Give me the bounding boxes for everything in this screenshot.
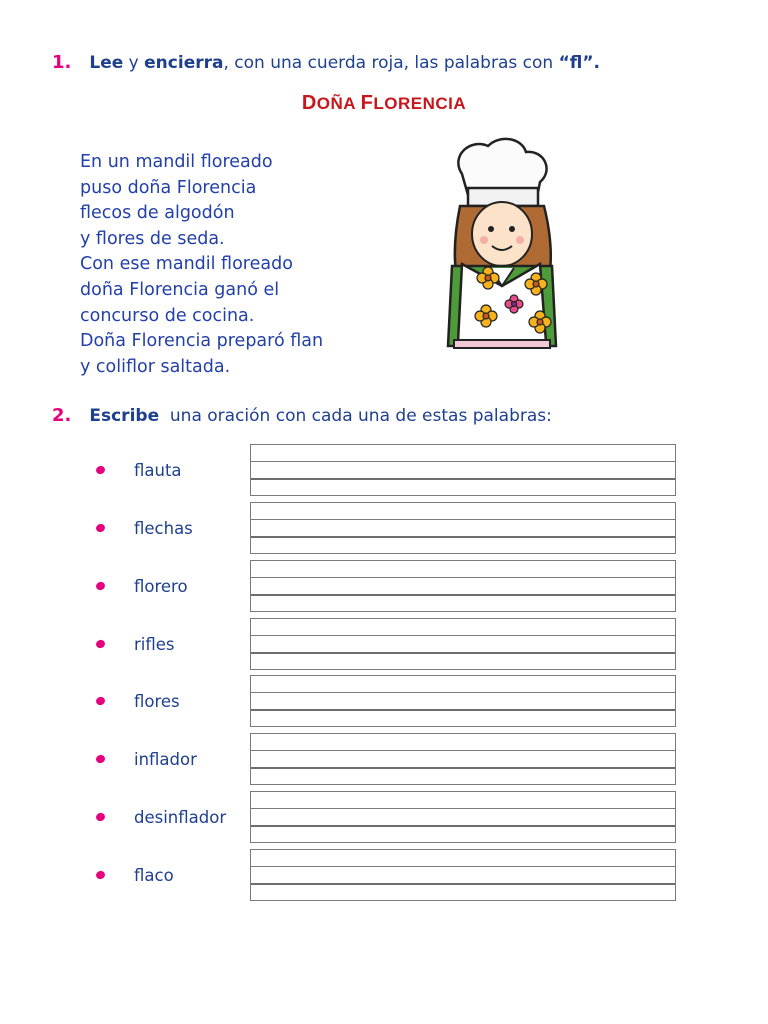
title-part-lorencia: LORENCIA	[373, 94, 467, 113]
word-inflador: inflador	[134, 750, 197, 769]
word-flauta: flauta	[134, 461, 182, 480]
instruction-1	[52, 52, 600, 73]
word-florero: florero	[134, 577, 188, 596]
chef-girl-illustration	[440, 136, 560, 356]
poem-line: y flores de seda.	[80, 228, 225, 249]
writing-lines-flechas[interactable]	[250, 502, 676, 554]
bullet-icon	[95, 812, 106, 823]
poem-line: puso doña Florencia	[80, 177, 257, 198]
bullet-icon	[95, 581, 106, 592]
title-part-ona: OÑA	[316, 94, 361, 113]
bullet-icon	[95, 696, 106, 707]
writing-lines-inflador[interactable]	[250, 733, 676, 785]
item-number-1: 1.	[52, 52, 72, 73]
word-desinflador: desinflador	[134, 808, 227, 827]
title-initial-f: F	[360, 92, 374, 114]
instruction-connector: y	[123, 53, 145, 73]
poem-title	[0, 92, 768, 115]
writing-lines-flaco[interactable]	[250, 849, 676, 901]
poem-line: Con ese mandil floreado	[80, 254, 293, 275]
bullet-icon	[95, 639, 106, 650]
word-rifles: rifles	[134, 635, 175, 654]
poem-line: concurso de cocina.	[80, 305, 255, 326]
writing-lines-florero[interactable]	[250, 560, 676, 612]
writing-lines-rifles[interactable]	[250, 618, 676, 670]
quote-close: ”.	[582, 53, 600, 73]
bullet-icon	[95, 465, 106, 476]
poem-line: doña Florencia ganó el	[80, 279, 280, 300]
quote-open: “	[558, 53, 570, 73]
bullet-icon	[95, 523, 106, 534]
keyword-fl: fl	[569, 53, 583, 73]
poem	[80, 150, 323, 380]
word-flaco: flaco	[134, 866, 174, 885]
keyword-encierra: encierra	[144, 53, 224, 73]
poem-line: flecos de algodón	[80, 203, 235, 224]
poem-line: En un mandil floreado	[80, 152, 273, 172]
title-initial-d: D	[301, 92, 317, 114]
keyword-lee: Lee	[89, 53, 124, 73]
instruction-1-text: , con una cuerda roja, las palabras con	[223, 53, 559, 73]
word-flores: flores	[134, 692, 180, 711]
poem-line: y coliflor saltada.	[80, 356, 231, 377]
word-flechas: flechas	[134, 519, 193, 538]
writing-lines-flauta[interactable]	[250, 444, 676, 496]
instruction-2	[52, 405, 552, 426]
instruction-2-text: una oración con cada una de estas palabras:	[159, 406, 552, 426]
bullet-icon	[95, 870, 106, 881]
writing-lines-flores[interactable]	[250, 675, 676, 727]
writing-lines-desinflador[interactable]	[250, 791, 676, 843]
item-number-2: 2.	[52, 405, 72, 426]
poem-line: Doña Florencia preparó flan	[80, 331, 324, 352]
keyword-escribe: Escribe	[89, 406, 160, 426]
bullet-icon	[95, 754, 106, 765]
